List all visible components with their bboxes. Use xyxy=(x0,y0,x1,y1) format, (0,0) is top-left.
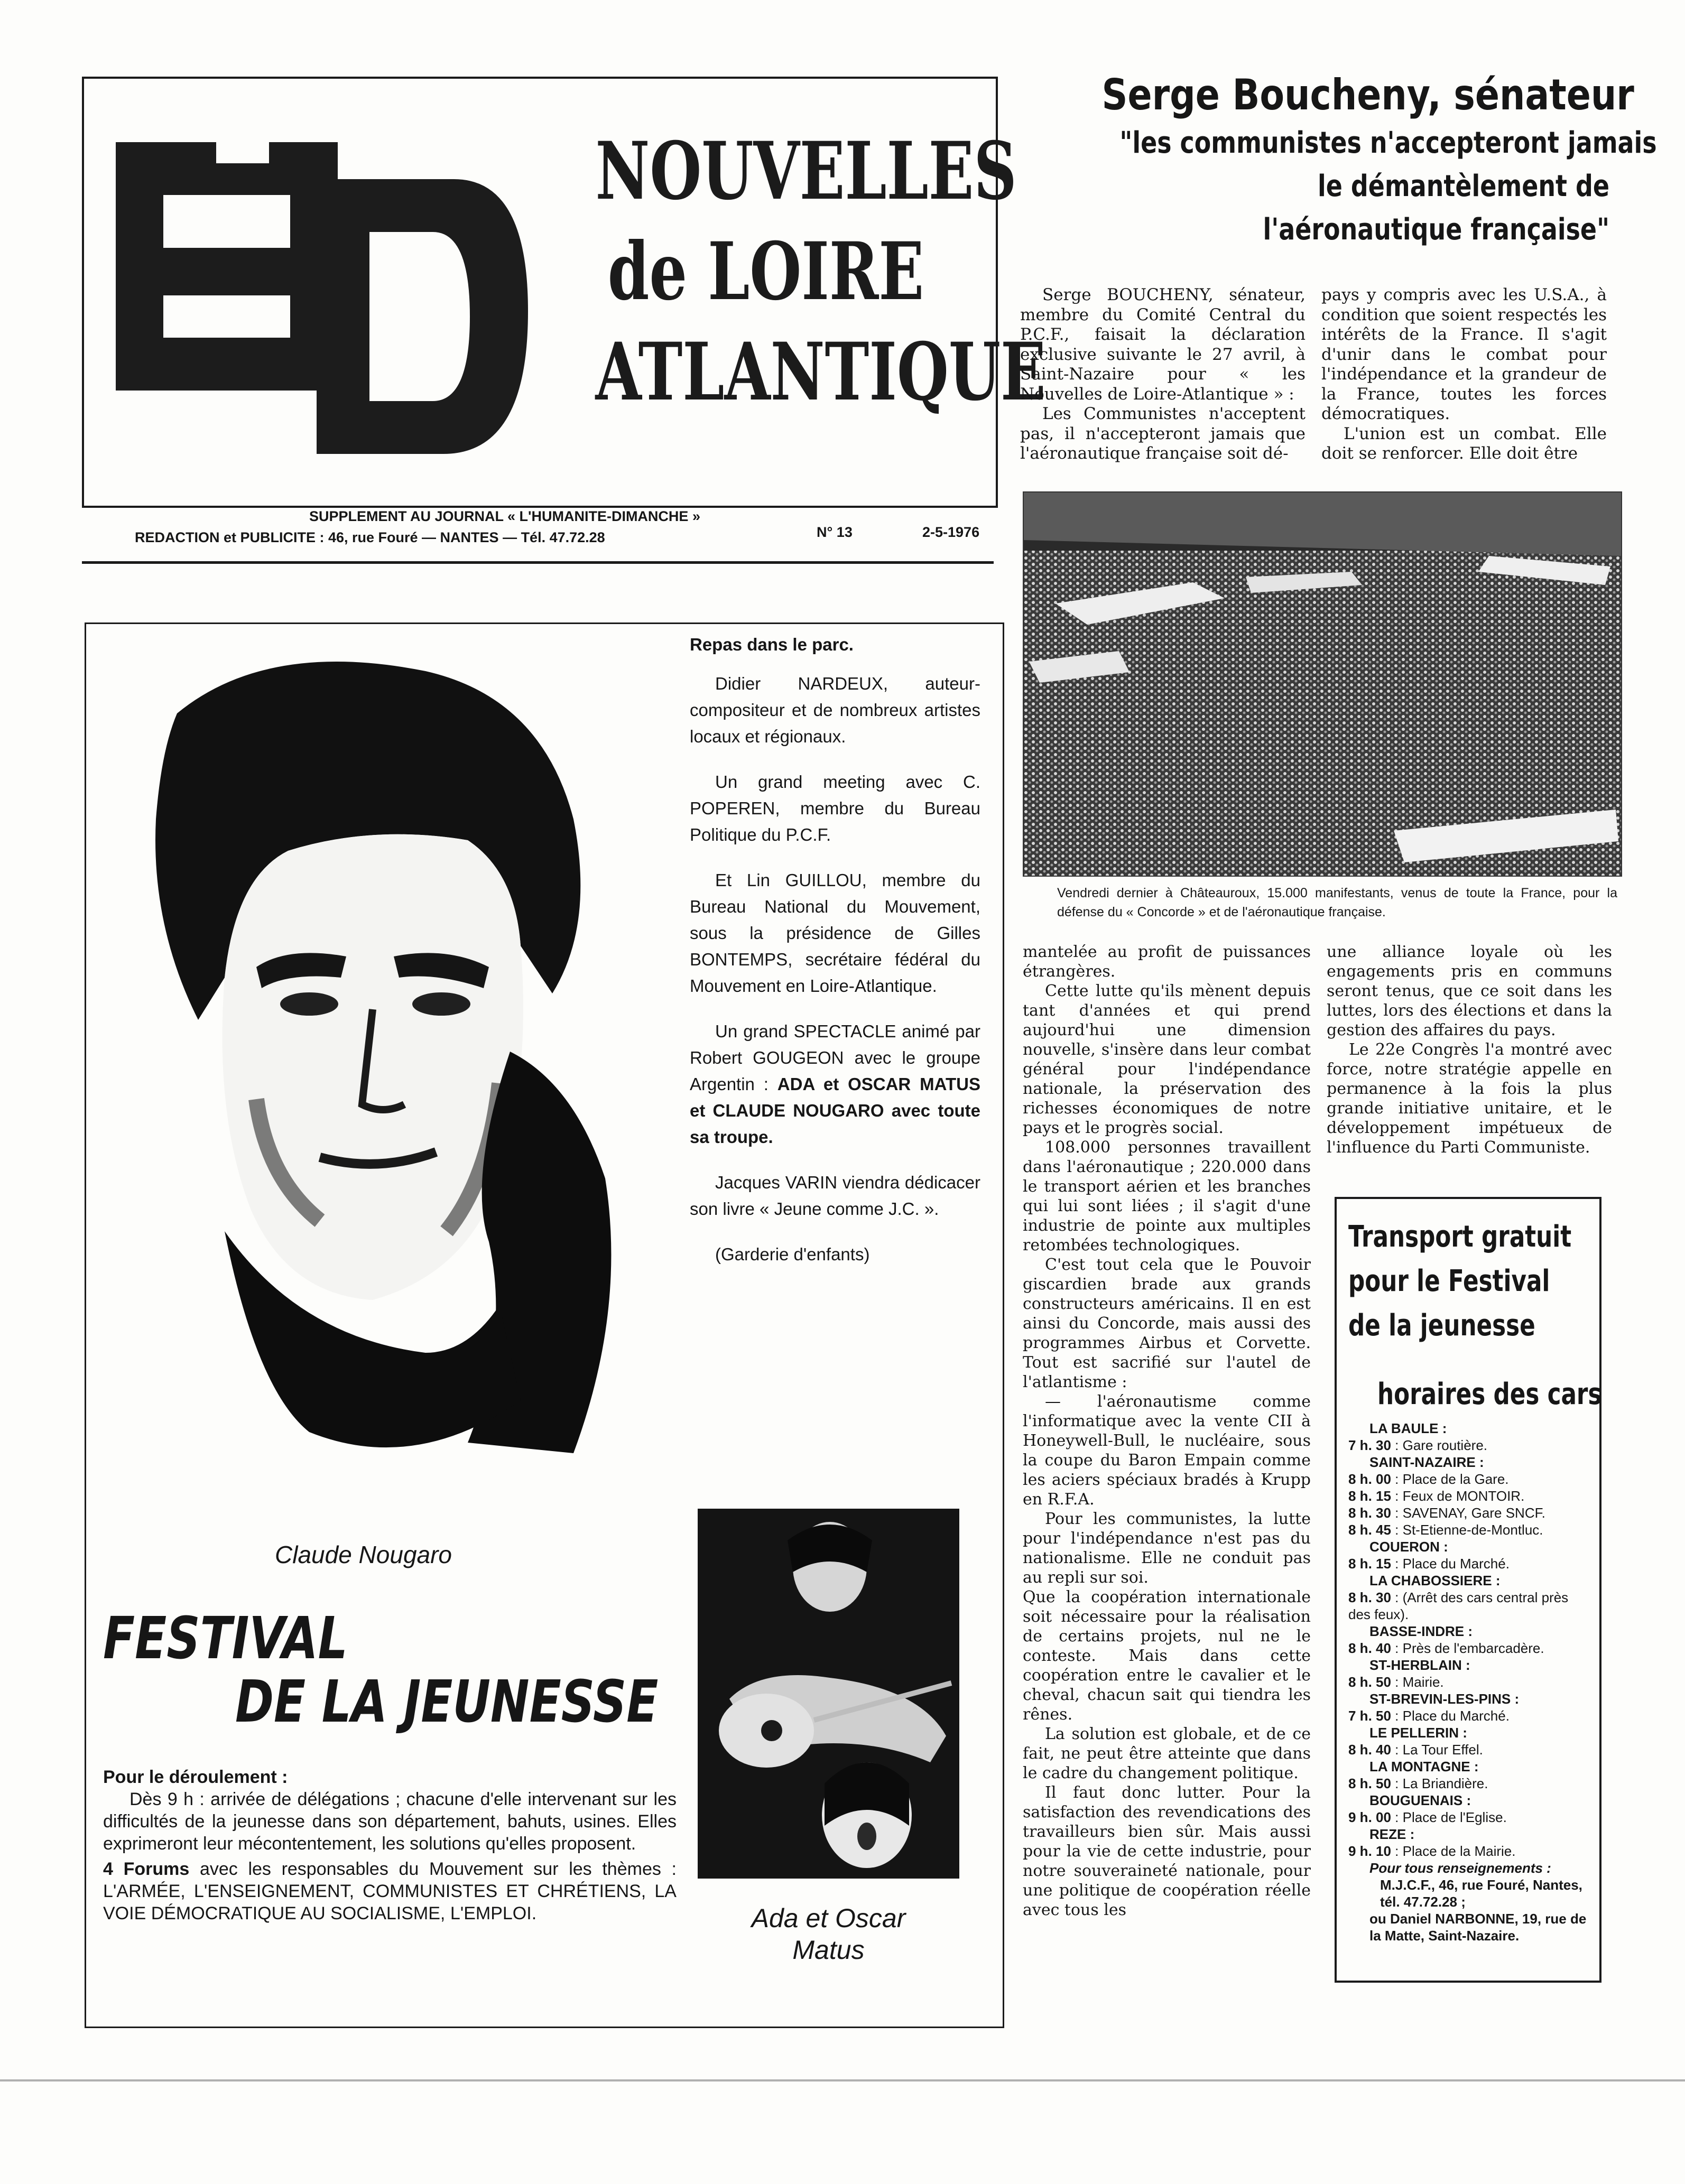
departure-time: 8 h. 15 xyxy=(1348,1556,1391,1572)
departure-time: 8 h. 40 xyxy=(1348,1640,1391,1656)
departure-time: 8 h. 30 xyxy=(1348,1590,1391,1605)
spectacle-bold: ADA et OSCAR MATUS et CLAUDE NOUGARO avec toute sa troupe. xyxy=(690,1074,980,1147)
transport-stop-city: BASSE-INDRE : xyxy=(1369,1623,1473,1639)
deroulement-text: Dès 9 h : arrivée de délégations ; chacune d'elle intervenant sur les difficultés de la jeunesse dans son département, bahuts, usines. Elles exprimeront leur mécontentement, les solutions qu'elles proposent. xyxy=(103,1789,677,1854)
festival-program xyxy=(690,631,980,1268)
transport-subtitle: horaires des cars xyxy=(1377,1377,1602,1411)
festival-title-2: DE LA JEUNESSE xyxy=(235,1668,659,1735)
festival-deroulement xyxy=(103,1766,677,1925)
title-line-1: NOUVELLES xyxy=(595,125,1017,218)
transport-stop-city: LA MONTAGNE : xyxy=(1369,1759,1479,1774)
crowd-photo-caption: Vendredi dernier à Châteauroux, 15.000 manifestants, venus de toute la France, pour la défense du « Concorde » et de l'aéronautique française. xyxy=(1057,886,1617,919)
transport-stop-time: 8 h. 15 : Feux de MONTOIR. xyxy=(1348,1488,1525,1504)
senator-subhead-3: l'aéronautique française" xyxy=(1263,212,1609,247)
forums-text: avec les responsables du Mouvement sur les thèmes : L'ARMÉE, L'ENSEIGNEMENT, COMMUNISTES ET CHRÉTIENS, LA VOIE DÉMOCRATIQUE AU SOCIALISME, L'EMPLOI. xyxy=(103,1859,677,1923)
program-item-2: Un grand meeting avec C. POPEREN, membre du Bureau Politique du P.C.F. xyxy=(690,772,980,844)
lower-col2-p0: une alliance loyale où les engagements pris en communs seront tenus, que ce soit dans les luttes, lors des élections et dans la gestion des affaires du pays. xyxy=(1327,943,1612,1039)
masthead-logo xyxy=(95,89,560,475)
nougaro-portrait xyxy=(98,650,637,1490)
senator-headline: Serge Boucheny, sénateur xyxy=(1101,70,1634,119)
lower-col1-p7: La solution est globale, et de ce fait, ne peut être atteinte que dans le cadre du changement politique. xyxy=(1023,1725,1311,1782)
departure-time: 8 h. 40 xyxy=(1348,1742,1391,1758)
departure-place: St-Etienne-de-Montluc. xyxy=(1402,1522,1543,1538)
senator-lower-col-2 xyxy=(1327,942,1612,1157)
supplement-line: SUPPLEMENT AU JOURNAL « L'HUMANITE-DIMANCHE » xyxy=(309,508,700,524)
senator-subhead-1: "les communistes n'accepteront jamais xyxy=(1119,126,1657,160)
lower-col1-p5: Pour les communistes, la lutte pour l'indépendance n'est pas du nationalisme. Elle ne conduit pas au repli sur soi. xyxy=(1023,1510,1311,1587)
title-line-2: de LOIRE xyxy=(607,225,924,318)
program-item-0: Repas dans le parc. xyxy=(690,635,854,654)
departure-time: 8 h. 50 xyxy=(1348,1674,1391,1690)
transport-title-1: Transport gratuit xyxy=(1348,1220,1572,1254)
departure-time: 8 h. 15 xyxy=(1348,1488,1391,1504)
festival-title-1: FESTIVAL xyxy=(103,1604,348,1672)
lower-col1-p8: Il faut donc lutter. Pour la satisfaction des revendications des travailleurs bien sûr. Mais aussi pour la vie de cette industrie, pour notre souveraineté nationale, pour une politique de coopération réelle avec tous les xyxy=(1023,1783,1311,1919)
page-edge xyxy=(0,2079,1685,2081)
transport-stop-time: 8 h. 30 : SAVENAY, Gare SNCF. xyxy=(1348,1505,1545,1521)
transport-stop-city: ST-HERBLAIN : xyxy=(1369,1657,1470,1673)
departure-time: 8 h. 00 xyxy=(1348,1471,1391,1487)
portrait-caption: Claude Nougaro xyxy=(275,1541,452,1568)
transport-title-3: de la jeunesse xyxy=(1348,1308,1535,1343)
departure-place: Gare routière. xyxy=(1402,1437,1488,1453)
departure-time: 7 h. 50 xyxy=(1348,1708,1391,1724)
masthead xyxy=(82,77,1046,508)
departure-place: Place de l'Eglise. xyxy=(1402,1809,1507,1825)
deroulement-title: Pour le déroulement : xyxy=(103,1767,288,1787)
transport-title-2: pour le Festival xyxy=(1348,1264,1550,1298)
redaction-line: REDACTION et PUBLICITE : 46, rue Fouré — NANTES — Tél. 47.72.28 xyxy=(135,529,605,545)
departure-time: 8 h. 50 xyxy=(1348,1776,1391,1791)
lower-col1-p4: — l'aéronautisme comme l'informatique avec la vente CII à Honeywell-Bull, le nucléaire, sous la coupe du Baron Empain comme les aciers spéciaux bradés à Krupp en R.F.A. xyxy=(1023,1392,1311,1509)
transport-box xyxy=(1335,1197,1601,1983)
departure-time: 7 h. 30 xyxy=(1348,1437,1391,1453)
title-line-3: ATLANTIQUE xyxy=(595,326,1046,419)
transport-stop-city: COUERON : xyxy=(1369,1539,1448,1555)
transport-stop-city: ST-BREVIN-LES-PINS : xyxy=(1369,1691,1520,1707)
festival-title xyxy=(103,1606,711,1733)
program-item-1: Didier NARDEUX, auteur-compositeur et de nombreux artistes locaux et régionaux. xyxy=(690,674,980,746)
transport-stop-time: 8 h. 00 : Place de la Gare. xyxy=(1348,1471,1509,1487)
crowd-photo-image xyxy=(1024,492,1621,876)
hd-logo-icon xyxy=(95,89,560,475)
matus-photo-image xyxy=(698,1509,959,1879)
transport-stop-time: 8 h. 15 : Place du Marché. xyxy=(1348,1556,1510,1572)
crowd-photo xyxy=(1023,491,1622,877)
nougaro-portrait-image xyxy=(98,650,637,1490)
departure-time: 8 h. 45 xyxy=(1348,1522,1391,1538)
departure-place: Mairie. xyxy=(1402,1674,1444,1690)
departure-time: 9 h. 00 xyxy=(1348,1809,1391,1825)
transport-stop-time: 8 h. 30 : (Arrêt des cars central près des feux). xyxy=(1348,1590,1569,1622)
departure-time: 9 h. 10 xyxy=(1348,1843,1391,1859)
departure-place: Place de la Mairie. xyxy=(1402,1843,1516,1859)
lower-col1-p0: mantelée au profit de puissances étrangères. xyxy=(1023,943,1311,981)
issue-date: 2-5-1976 xyxy=(922,524,980,540)
program-item-3: Et Lin GUILLOU, membre du Bureau National du Mouvement, sous la présidence de Gilles BONTEMPS, secrétaire fédéral du Mouvement en Loire-Atlantique. xyxy=(690,870,980,996)
transport-info-contact-1: M.J.C.F., 46, rue Fouré, Nantes, tél. 47.72.28 ; xyxy=(1380,1877,1582,1910)
matus-photo xyxy=(698,1509,959,1879)
transport-stop-city: LE PELLERIN : xyxy=(1369,1725,1467,1741)
senator-col1-p2: Les Communistes n'acceptent pas, il n'accepteront jamais que l'aéronautique française soit dé- xyxy=(1020,404,1306,463)
transport-stop-city: SAINT-NAZAIRE : xyxy=(1369,1454,1484,1470)
senator-subhead-2: le démantèlement de xyxy=(1317,169,1609,203)
departure-place: Feux de MONTOIR. xyxy=(1402,1488,1525,1504)
transport-info-title: Pour tous renseignements : xyxy=(1369,1860,1551,1876)
departure-place: (Arrêt des cars central près des feux). xyxy=(1348,1590,1569,1622)
transport-stop-time: 8 h. 50 : La Briandière. xyxy=(1348,1776,1488,1791)
departure-place: Place du Marché. xyxy=(1402,1556,1510,1572)
departure-place: La Tour Effel. xyxy=(1402,1742,1483,1758)
transport-stop-city: BOUGUENAIS : xyxy=(1369,1792,1471,1808)
masthead-info xyxy=(82,508,994,564)
lower-col1-p1: Cette lutte qu'ils mènent depuis tant d'années et qui prend aujourd'hui une dimension nouvelle, s'insère dans leur combat général pour l'indépendance nationale, la préservation des richesses économiques de notre pays et le progrès social. xyxy=(1023,982,1311,1137)
transport-stop-time: 7 h. 30 : Gare routière. xyxy=(1348,1437,1488,1453)
departure-place: Place du Marché. xyxy=(1402,1708,1510,1724)
transport-stop-city: REZE : xyxy=(1369,1826,1415,1842)
departure-place: La Briandière. xyxy=(1402,1776,1488,1791)
transport-schedule xyxy=(1348,1420,1588,1860)
masthead-title xyxy=(539,121,1046,422)
senator-col-2 xyxy=(1321,285,1607,464)
program-spectacle xyxy=(690,1018,980,1150)
matus-caption-1: Ada et Oscar xyxy=(751,1903,906,1933)
forums-paragraph xyxy=(103,1858,677,1925)
transport-stop-time: 8 h. 40 : La Tour Effel. xyxy=(1348,1742,1483,1758)
departure-place: SAVENAY, Gare SNCF. xyxy=(1402,1505,1545,1521)
senator-col2-p2: L'union est un combat. Elle doit se renforcer. Elle doit être xyxy=(1321,424,1607,463)
transport-stop-time: 9 h. 10 : Place de la Mairie. xyxy=(1348,1843,1516,1859)
senator-headline-block xyxy=(1012,69,1657,252)
transport-stop-city: LA BAULE : xyxy=(1369,1420,1447,1436)
transport-stop-time: 8 h. 50 : Mairie. xyxy=(1348,1674,1444,1690)
lower-col2-p1: Le 22e Congrès l'a montré avec force, notre stratégie appelle en permanence à la fois la plus grande initiative unitaire, et le développement impétueux de l'influence du Parti Communiste. xyxy=(1327,1040,1612,1157)
departure-place: Près de l'embarcadère. xyxy=(1402,1640,1544,1656)
forums-bold: 4 Forums xyxy=(103,1859,190,1879)
departure-time: 8 h. 30 xyxy=(1348,1505,1391,1521)
lower-col1-p6: Que la coopération internationale soit nécessaire pour la réalisation de certains projets, nul ne le conteste. Mais dans cette coopération entre le cavalier et le cheval, chacun sait qui tiendra les rênes. xyxy=(1023,1588,1311,1724)
senator-col2-p1: pays y compris avec les U.S.A., à condition que soient respectés les intérêts de la France. Il s'agit d'unir dans le combat pour l'indépendance et la grandeur de la France, toutes les forces démocratiques. xyxy=(1321,285,1607,423)
program-item-4: Jacques VARIN viendra dédicacer son livre « Jeune comme J.C. ». xyxy=(690,1173,980,1219)
program-item-5: (Garderie d'enfants) xyxy=(715,1244,870,1264)
lower-col1-p3: C'est tout cela que le Pouvoir giscardien brade aux grands constructeurs américains. Il en est ainsi du Concorde, mais aussi des programmes Airbus et Corvette. Tout est sacrifié sur l'autel de l'atlantisme : xyxy=(1023,1256,1311,1391)
senator-col-1 xyxy=(1020,285,1306,464)
transport-stop-time: 8 h. 45 : St-Etienne-de-Montluc. xyxy=(1348,1522,1543,1538)
senator-col1-p1: Serge BOUCHENY, sénateur, membre du Comité Central du P.C.F., faisait la déclaration exclusive suivante le 27 avril, à Saint-Nazaire pour « les Nouvelles de Loire-Atlantique » : xyxy=(1020,285,1306,404)
issue-number: N° 13 xyxy=(817,524,853,540)
transport-stop-time: 9 h. 00 : Place de l'Eglise. xyxy=(1348,1809,1507,1825)
spectacle-intro: Un grand SPECTACLE animé par Robert GOUGEON avec le groupe Argentin : xyxy=(690,1021,980,1094)
departure-place: Place de la Gare. xyxy=(1402,1471,1509,1487)
senator-lower-col-1 xyxy=(1023,942,1311,1920)
lower-col1-p2: 108.000 personnes travaillent dans l'aéronautique ; 220.000 dans le transport aérien et les branches qui lui sont liées ; il s'agit d'une industrie de pointe aux multiples retombées technologiques. xyxy=(1023,1138,1311,1254)
matus-caption xyxy=(698,1902,959,1966)
matus-caption-2: Matus xyxy=(792,1935,865,1965)
transport-stop-city: LA CHABOSSIERE : xyxy=(1369,1573,1501,1588)
transport-stop-time: 7 h. 50 : Place du Marché. xyxy=(1348,1708,1510,1724)
transport-stop-time: 8 h. 40 : Près de l'embarcadère. xyxy=(1348,1640,1544,1656)
transport-info-contact-2: ou Daniel NARBONNE, 19, rue de la Matte, Saint-Nazaire. xyxy=(1369,1911,1587,1944)
